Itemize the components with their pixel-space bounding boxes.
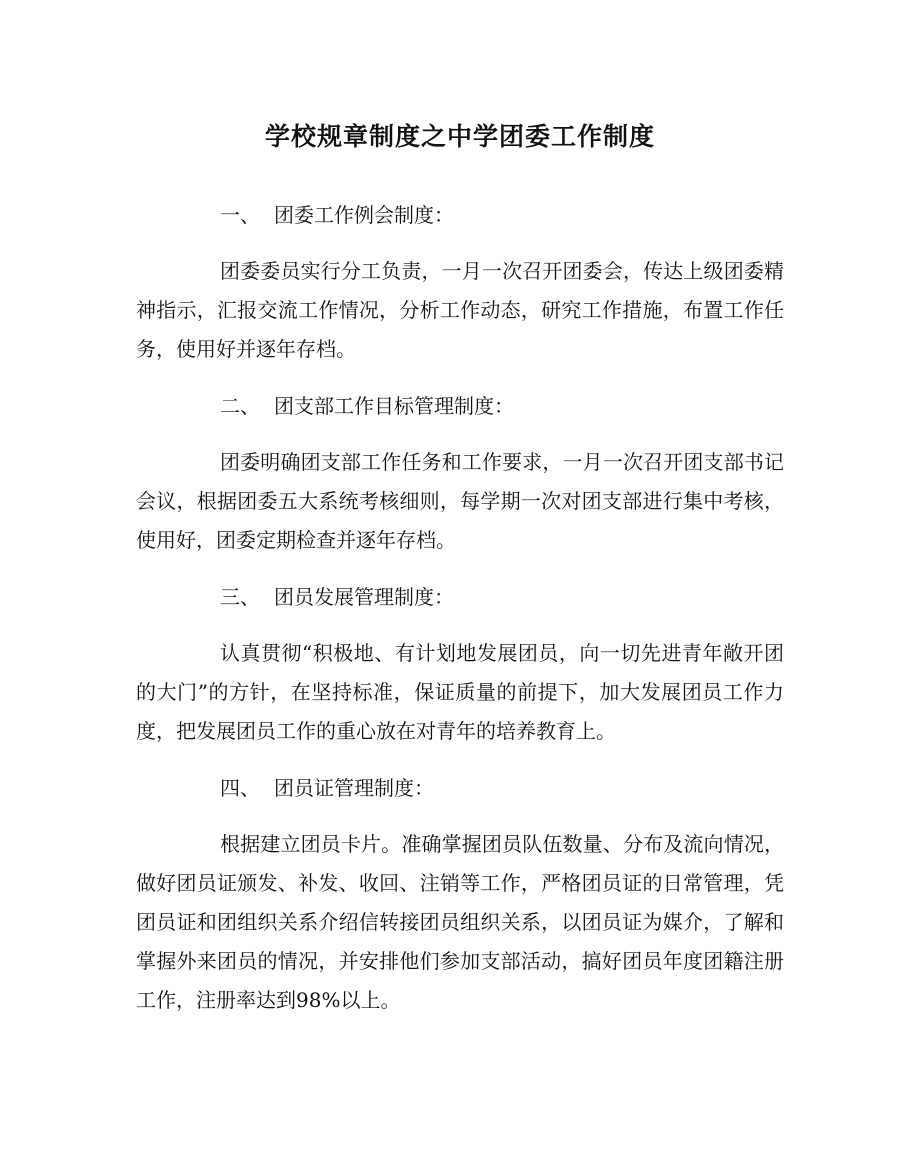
section-body: 团委委员实行分工负责，一月一次召开团委会，传达上级团委精神指示，汇报交流工作情况，分析工作动态，研究工作措施，布置工作任务，使用好并逐年存档。 — [136, 259, 784, 361]
section-heading — [136, 769, 784, 807]
section-number: 二、 — [220, 394, 260, 418]
section-heading — [136, 196, 784, 234]
section-number: 一、 — [220, 203, 260, 227]
section-heading-text: 团支部工作目标管理制度： — [274, 394, 514, 418]
section-body: 认真贯彻“积极地、有计划地发展团员，向一切先进青年敞开团的大门”的方针，在坚持标准，保证质量的前提下，加大发展团员工作力度，把发展团员工作的重心放在对青年的培养教育上。 — [136, 641, 784, 743]
section-3 — [136, 578, 784, 751]
section-1 — [136, 196, 784, 369]
section-heading-text: 团员证管理制度： — [274, 776, 434, 800]
section-2 — [136, 387, 784, 560]
section-body: 团委明确团支部工作任务和工作要求，一月一次召开团支部书记会议，根据团委五大系统考核细则，每学期一次对团支部进行集中考核，使用好，团委定期检查并逐年存档。 — [136, 450, 784, 552]
section-number: 四、 — [220, 776, 260, 800]
section-heading — [136, 387, 784, 425]
document-title: 学校规章制度之中学团委工作制度 — [264, 122, 655, 151]
section-heading-text: 团委工作例会制度： — [274, 203, 454, 227]
section-heading — [136, 578, 784, 616]
section-body: 根据建立团员卡片。准确掌握团员队伍数量、分布及流向情况，做好团员证颁发、补发、收回、注销等工作，严格团员证的日常管理，凭团员证和团组织关系介绍信转接团员组织关系，以团员证为媒介，了解和掌握外来团员的情况，并安排他们参加支部活动，搞好团员年度团籍注册工作，注册率达到98%以上。 — [136, 832, 784, 1012]
section-number: 三、 — [220, 585, 260, 609]
section-heading-text: 团员发展管理制度： — [274, 585, 454, 609]
section-4 — [136, 769, 784, 1020]
